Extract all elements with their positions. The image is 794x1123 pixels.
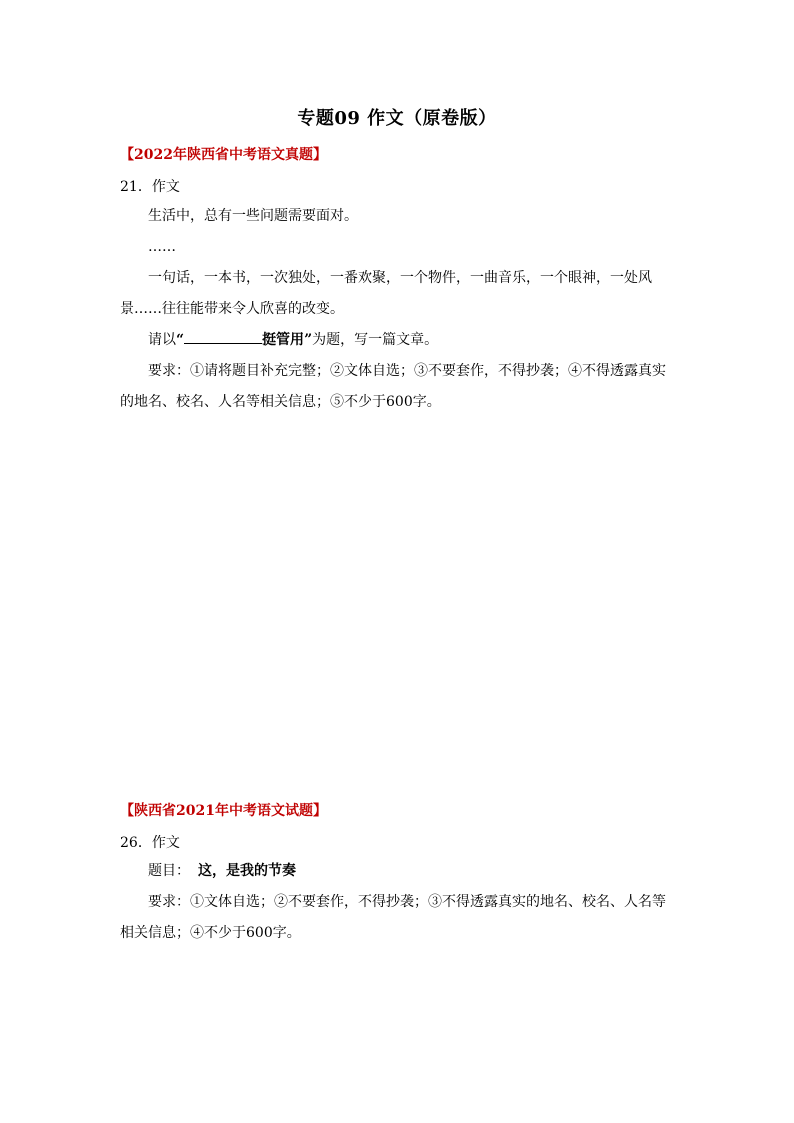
question-number-21: 21．作文 — [120, 179, 180, 195]
paragraph-topic — [120, 856, 676, 887]
paragraph-examples: 一句话，一本书，一次独处，一番欢聚，一个物件，一曲音乐，一个眼神，一处风景……往往能带来令人欣喜的改变。 — [120, 270, 652, 317]
source-tag-2021: 【陕西省2021年中考语文试题】 — [120, 803, 327, 819]
source-tag-2022: 【2022年陕西省中考语文真题】 — [120, 147, 327, 163]
prompt-prefix: 请以 — [148, 332, 176, 348]
question-number-26: 26．作文 — [120, 835, 180, 851]
prompt-quote-close: ” — [304, 332, 313, 348]
paragraph-requirements-2022: 要求：①请将题目补充完整；②文体自选；③不要套作，不得抄袭；④不得透露真实的地名、校名、人名等相关信息；⑤不少于600字。 — [120, 363, 666, 410]
topic-title: 这，是我的节奏 — [198, 863, 296, 879]
page-title: 专题09 作文（原卷版） — [297, 108, 497, 129]
title-blank — [184, 329, 262, 344]
paragraph-ellipsis: …… — [148, 239, 176, 255]
prompt-quote-open: “ — [176, 332, 185, 348]
paragraph-prompt — [120, 325, 676, 356]
paragraph-requirements-2021: 要求：①文体自选；②不要套作，不得抄袭；③不得透露真实的地名、校名、人名等相关信息；④不少于600字。 — [120, 894, 666, 941]
prompt-title-tail: 挺管用 — [262, 332, 305, 348]
prompt-suffix: 为题，写一篇文章。 — [312, 332, 439, 348]
paragraph-intro: 生活中，总有一些问题需要面对。 — [148, 208, 358, 224]
topic-label: 题目： — [148, 863, 190, 879]
